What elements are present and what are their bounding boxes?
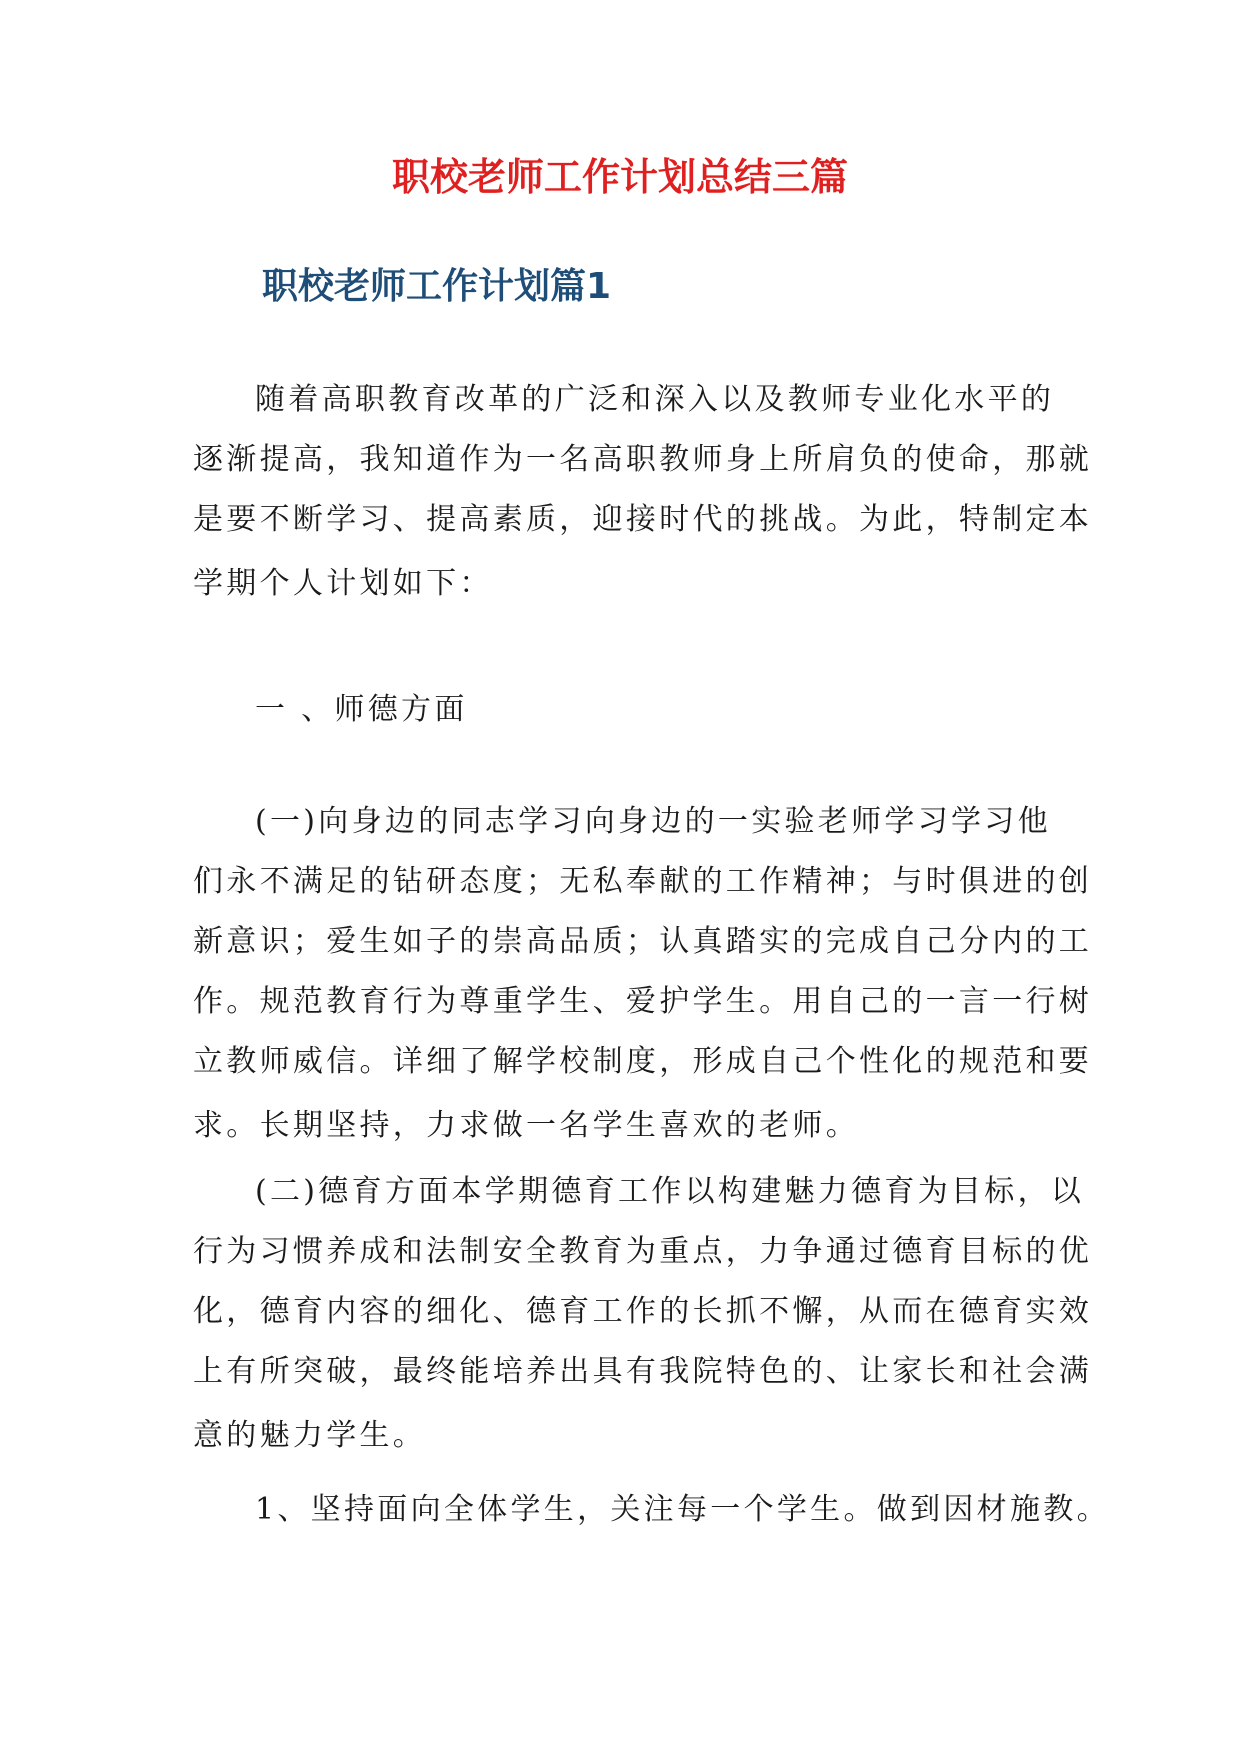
paragraph-line: 意的魅力学生。 (193, 1418, 427, 1453)
paragraph-line: (二)德育方面本学期德育工作以构建魅力德育为目标，以 (255, 1174, 1085, 1209)
intro-line: 逐渐提高，我知道作为一名高职教师身上所肩负的使命，那就 (193, 442, 1093, 477)
list-item-line: 1、坚持面向全体学生，关注每一个学生。做到因材施教。 (255, 1492, 1110, 1527)
intro-line: 学期个人计划如下： (193, 566, 493, 601)
paragraph-line: 立教师威信。详细了解学校制度，形成自己个性化的规范和要 (193, 1044, 1093, 1079)
paragraph-line: 们永不满足的钻研态度；无私奉献的工作精神；与时俱进的创 (193, 864, 1093, 899)
paragraph-line: 求。长期坚持，力求做一名学生喜欢的老师。 (193, 1108, 859, 1143)
intro-paragraph (193, 370, 1093, 614)
paragraph-line: 化，德育内容的细化、德育工作的长抓不懈，从而在德育实效 (193, 1294, 1093, 1329)
paragraph-two (193, 1162, 1093, 1466)
paragraph-line: (一)向身边的同志学习向身边的一实验老师学习学习他 (255, 804, 1051, 839)
paragraph-line: 行为习惯养成和法制安全教育为重点，力争通过德育目标的优 (193, 1234, 1093, 1269)
intro-line: 是要不断学习、提高素质，迎接时代的挑战。为此，特制定本 (193, 502, 1093, 537)
paragraph-line: 作。规范教育行为尊重学生、爱护学生。用自己的一言一行树 (193, 984, 1093, 1019)
paragraph-one (193, 792, 1093, 1156)
paragraph-line: 上有所突破，最终能培养出具有我院特色的、让家长和社会满 (193, 1354, 1093, 1389)
section-heading: 职校老师工作计划篇1 (262, 266, 612, 307)
list-item-1 (193, 1480, 1110, 1540)
paragraph-line: 新意识；爱生如子的崇高品质；认真踏实的完成自己分内的工 (193, 924, 1093, 959)
intro-line: 随着高职教育改革的广泛和深入以及教师专业化水平的 (255, 382, 1055, 417)
document-title: 职校老师工作计划总结三篇 (391, 155, 848, 199)
subheading-line: 一 、师德方面 (255, 692, 468, 727)
subheading-ethics (193, 680, 1053, 740)
